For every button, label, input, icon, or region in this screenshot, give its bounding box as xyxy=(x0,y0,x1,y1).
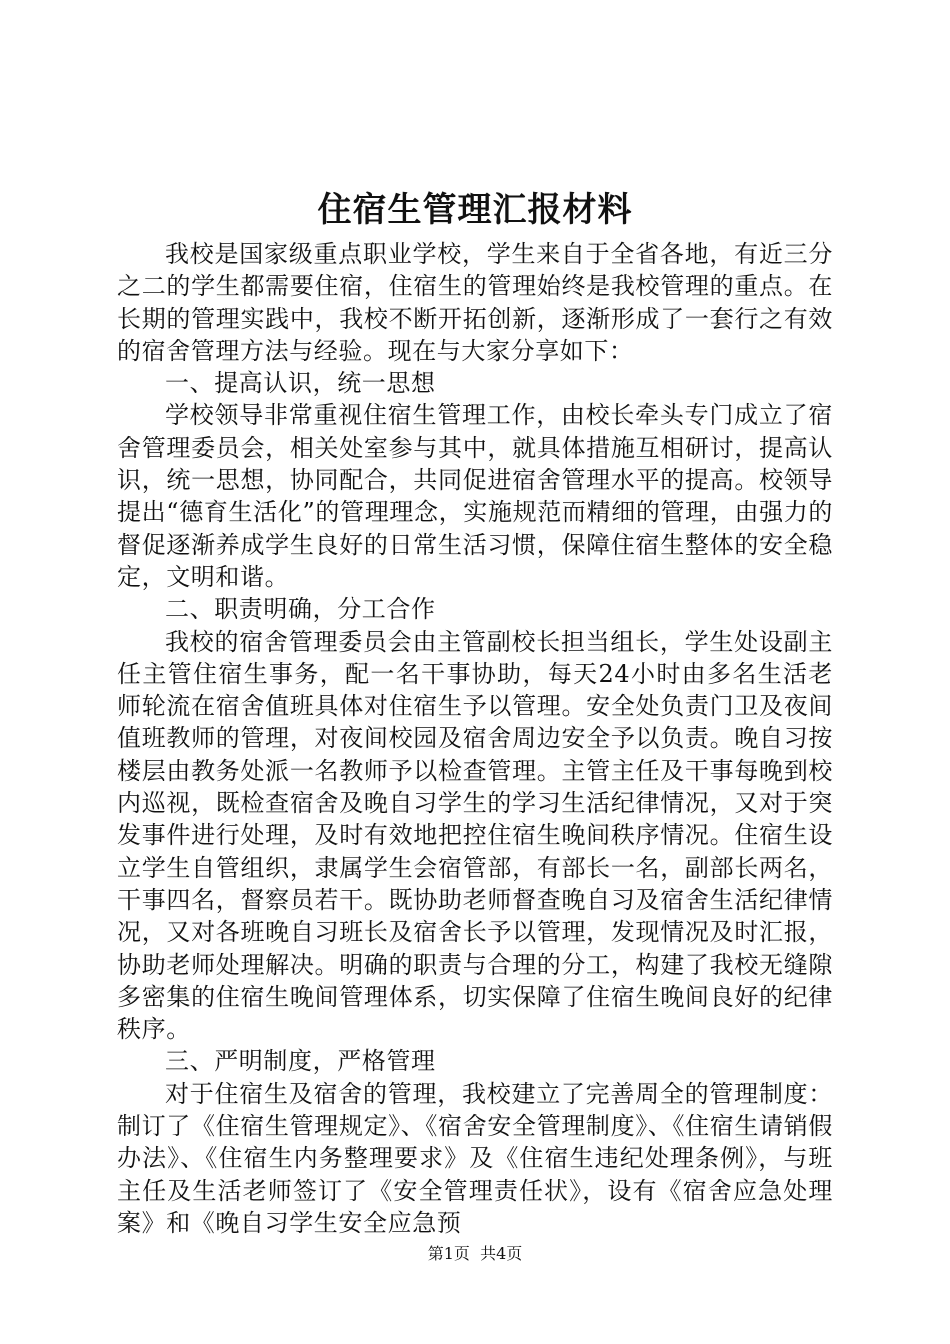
paragraph-section-1: 学校领导非常重视住宿生管理工作，由校长牵头专门成立了宿舍管理委员会，相关处室参与其中，就具体措施互相研讨，提高认识，统一思想，协同配合，共同促进宿舍管理水平的提高。校领导提出“德育生活化”的管理理念，实施规范而精细的管理，由强力的督促逐渐养成学生良好的日常生活习惯，保障住宿生整体的安全稳定，文明和谐。 xyxy=(117,401,833,591)
paragraph-intro: 我校是国家级重点职业学校，学生来自于全省各地，有近三分之二的学生都需要住宿，住宿生的管理始终是我校管理的重点。在长期的管理实践中，我校不断开拓创新，逐渐形成了一套行之有效的宿舍管理方法与经验。现在与大家分享如下： xyxy=(117,240,833,365)
section-heading-3: 三、严明制度，严格管理 xyxy=(165,1047,436,1076)
section-heading-1: 一、提高认识，统一思想 xyxy=(165,369,436,398)
page-number: 第1页 xyxy=(427,1244,470,1263)
section-heading-2: 二、职责明确，分工合作 xyxy=(165,595,436,624)
page-total: 共4页 xyxy=(480,1244,523,1263)
paragraph-section-3: 对于住宿生及宿舍的管理，我校建立了完善周全的管理制度：制订了《住宿生管理规定》、《宿舍安全管理制度》、《住宿生请销假办法》、《住宿生内务整理要求》及《住宿生违纪处理条例》，与班主任及生活老师签订了《安全管理责任状》，设有《宿舍应急处理案》和《晚自习学生安全应急预 xyxy=(117,1079,833,1237)
paragraph-section-2: 我校的宿舍管理委员会由主管副校长担当组长，学生处设副主任主管住宿生事务，配一名干事协助，每天24小时由多名生活老师轮流在宿舍值班具体对住宿生予以管理。安全处负责门卫及夜间值班教师的管理，对夜间校园及宿舍周边安全予以负责。晚自习按楼层由教务处派一名教师予以检查管理。主管主任及干事每晚到校内巡视，既检查宿舍及晚自习学生的学习生活纪律情况，又对于突发事件进行处理，及时有效地把控住宿生晚间秩序情况。住宿生设立学生自管组织，隶属学生会宿管部，有部长一名，副部长两名，干事四名，督察员若干。既协助老师督查晚自习及宿舍生活纪律情况，又对各班晚自习班长及宿舍长予以管理，发现情况及时汇报，协助老师处理解决。明确的职责与合理的分工，构建了我校无缝隙多密集的住宿生晚间管理体系，切实保障了住宿生晚间良好的纪律秩序。 xyxy=(117,627,833,1044)
footer-separator xyxy=(470,1244,480,1263)
document-body xyxy=(117,238,833,1239)
page-footer xyxy=(0,1243,950,1265)
document-title: 住宿生管理汇报材料 xyxy=(317,190,633,230)
